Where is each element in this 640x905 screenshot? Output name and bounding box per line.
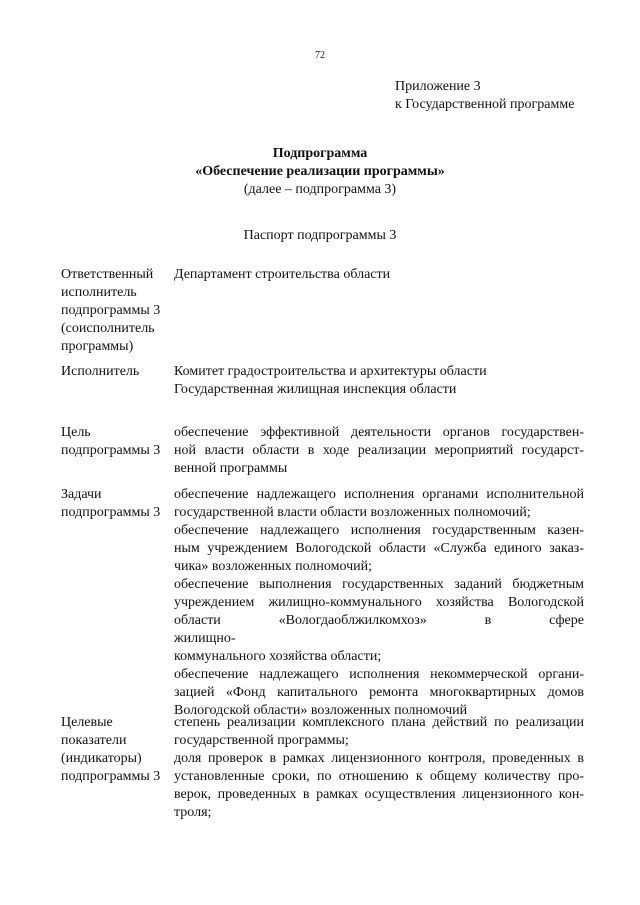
content-line: обеспечение выполнения государственных заданий бюджетным — [174, 577, 584, 592]
row-content — [174, 424, 584, 478]
label-line: подпрограммы 3 — [61, 303, 161, 318]
content-line: чика» возложенных полномочий; — [174, 559, 373, 574]
appendix-note — [395, 78, 574, 114]
content-line: ной власти области в ходе реализации мероприятий государст- — [174, 443, 584, 458]
content-line: венной программы — [174, 461, 288, 476]
row-content — [174, 266, 584, 284]
content-line: верок, проведенных в рамках осуществления лицензионного кон- — [174, 787, 584, 802]
label-line: Исполнитель — [61, 364, 140, 379]
content-line: троля; — [174, 805, 212, 820]
label-line: Ответственный — [61, 267, 154, 282]
appendix-line: Приложение 3 — [395, 79, 481, 94]
content-line: государственной власти области возложенных полномочий; — [174, 505, 531, 520]
content-line: ным учреждением Вологодской области «Служба единого заказ- — [174, 541, 584, 556]
label-line: исполнитель — [61, 285, 137, 300]
passport-title: Паспорт подпрограммы 3 — [243, 228, 397, 243]
label-line: (соисполнитель — [61, 321, 155, 336]
content-line: обеспечение надлежащего исполнения государственным казен- — [174, 523, 584, 538]
content-line: учреждением жилищно-коммунального хозяйства Вологодской — [174, 595, 584, 610]
content-line: обеспечение надлежащего исполнения некоммерческой органи- — [174, 667, 584, 682]
content-line: степень реализации комплексного плана действий по реализации — [174, 715, 584, 730]
content-line: Государственная жилищная инспекция области — [174, 382, 457, 397]
content-line: коммунального хозяйства области; — [174, 649, 382, 664]
row-label — [61, 424, 171, 460]
label-line: программы) — [61, 339, 134, 354]
content-line: Департамент строительства области — [174, 267, 391, 282]
row-content — [174, 714, 584, 822]
label-line: показатели — [61, 733, 127, 748]
subprogram-heading — [0, 145, 640, 199]
row-label — [61, 714, 171, 786]
row-content — [174, 486, 584, 720]
page-number: 72 — [315, 50, 325, 61]
heading-title: Подпрограмма — [272, 146, 368, 161]
content-line: государственной программы; — [174, 733, 349, 748]
heading-note: (далее – подпрограмма 3) — [243, 182, 397, 197]
content-line: зацией «Фонд капитального ремонта многоквартирных домов — [174, 685, 584, 700]
label-line: подпрограммы 3 — [61, 505, 161, 520]
appendix-line: к Государственной программе — [395, 97, 575, 112]
content-line: доля проверок в рамках лицензионного контроля, проведенных в — [174, 751, 584, 766]
row-label — [61, 486, 171, 522]
label-line: Целевые — [61, 715, 113, 730]
content-line: обеспечение надлежащего исполнения органами исполнительной — [174, 487, 584, 502]
content-line: обеспечение эффективной деятельности органов государствен- — [174, 425, 584, 440]
row-label — [61, 363, 171, 381]
content-line: Вологодской области» возложенных полномочий — [174, 703, 468, 718]
label-line: Цель — [61, 425, 91, 440]
label-line: подпрограммы 3 — [61, 443, 161, 458]
row-content — [174, 363, 584, 399]
label-line: (индикаторы) — [61, 751, 142, 766]
heading-subtitle: «Обеспечение реализации программы» — [195, 164, 445, 179]
label-line: Задачи — [61, 487, 102, 502]
label-line: подпрограммы 3 — [61, 769, 161, 784]
row-label — [61, 266, 171, 356]
content-line: области «Вологдаоблжилкомхоз» в сфере жилищно- — [174, 613, 584, 646]
content-line: установленные сроки, по отношению к общему количеству про- — [174, 769, 584, 784]
content-line: Комитет градостроительства и архитектуры области — [174, 364, 487, 379]
